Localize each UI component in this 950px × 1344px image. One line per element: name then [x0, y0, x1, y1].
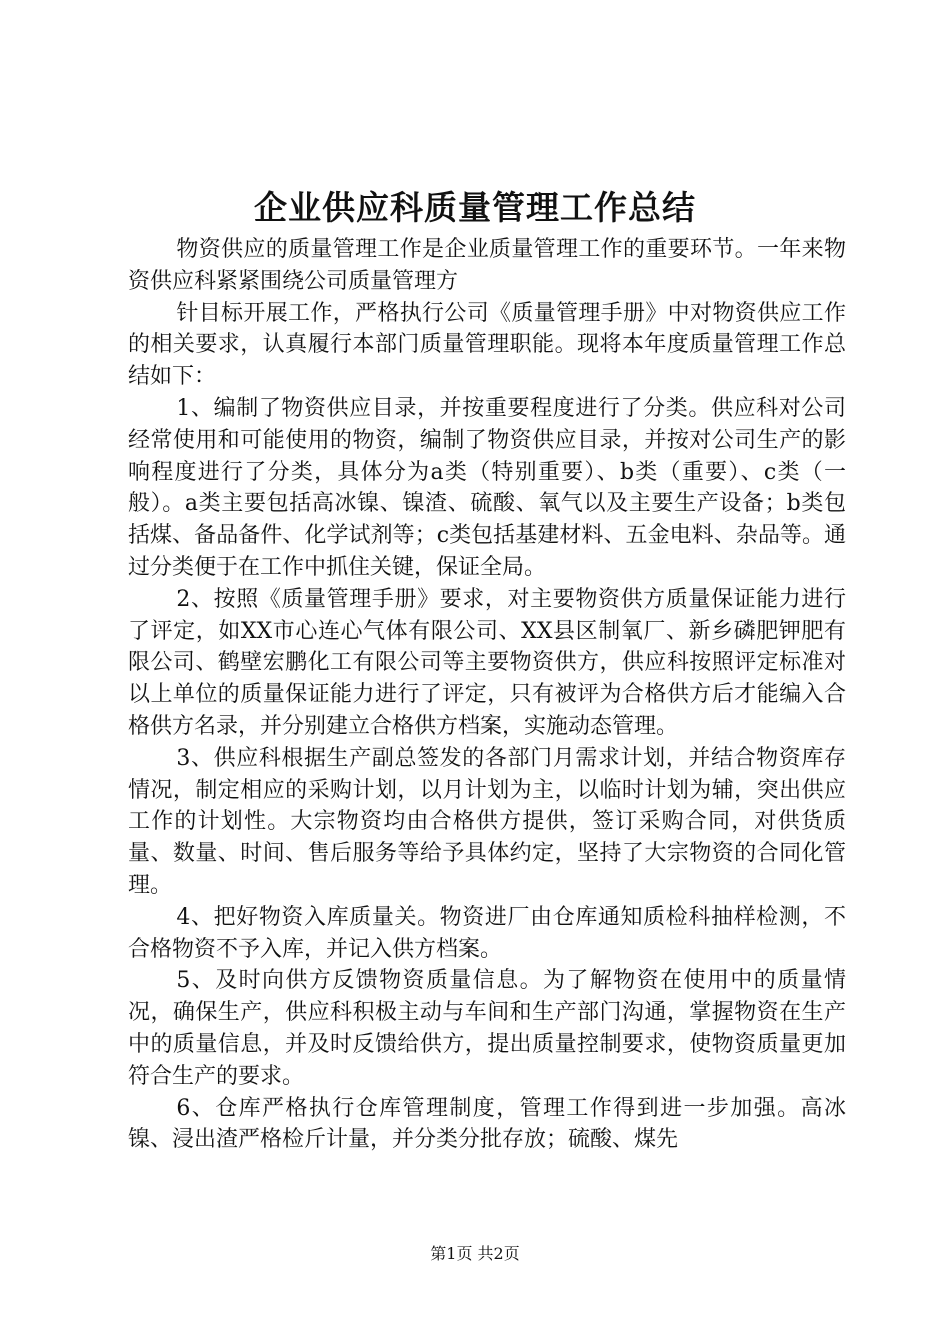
paragraph-intro-continued: 针目标开展工作，严格执行公司《质量管理手册》中对物资供应工作的相关要求，认真履行本部门质量管理职能。现将本年度质量管理工作总结如下：: [128, 300, 846, 390]
paragraph-item-2: 2、按照《质量管理手册》要求，对主要物资供方质量保证能力进行了评定，如XX市心连心气体有限公司、XX县区制氧厂、新乡磷肥钾肥有限公司、鹤壁宏鹏化工有限公司等主要物资供方，供应科按照评定标准对以上单位的质量保证能力进行了评定，只有被评为合格供方后才能编入合格供方名录，并分别建立合格供方档案，实施动态管理。: [128, 586, 846, 739]
paragraph-item-4: 4、把好物资入库质量关。物资进厂由仓库通知质检科抽样检测，不合格物资不予入库，并记入供方档案。: [128, 904, 846, 962]
document-body: [128, 234, 846, 1156]
paragraph-intro: 物资供应的质量管理工作是企业质量管理工作的重要环节。一年来物资供应科紧紧围绕公司质量管理方: [128, 237, 846, 294]
document-title: 企业供应科质量管理工作总结: [254, 188, 696, 227]
paragraph-item-1: 1、编制了物资供应目录，并按重要程度进行了分类。供应科对公司经常使用和可能使用的物资，编制了物资供应目录，并按对公司生产的影响程度进行了分类，具体分为a类（特别重要）、b类（重要）、c类（一般）。a类主要包括高冰镍、镍渣、硫酸、氧气以及主要生产设备；b类包括煤、备品备件、化学试剂等；c类包括基建材料、五金电料、杂品等。通过分类便于在工作中抓住关键，保证全局。: [128, 395, 846, 580]
paragraph-item-6: 6、仓库严格执行仓库管理制度，管理工作得到进一步加强。高冰镍、浸出渣严格检斤计量，并分类分批存放；硫酸、煤先: [128, 1095, 846, 1153]
paragraph-item-5: 5、及时向供方反馈物资质量信息。为了解物资在使用中的质量情况，确保生产，供应科积极主动与车间和生产部门沟通，掌握物资在生产中的质量信息，并及时反馈给供方，提出质量控制要求，使物资质量更加符合生产的要求。: [128, 968, 846, 1089]
paragraph-item-3: 3、供应科根据生产副总签发的各部门月需求计划，并结合物资库存情况，制定相应的采购计划，以月计划为主，以临时计划为辅，突出供应工作的计划性。大宗物资均由合格供方提供，签订采购合同，对供货质量、数量、时间、售后服务等给予具体约定，坚持了大宗物资的合同化管理。: [128, 745, 846, 898]
page-number-footer: 第1页 共2页: [430, 1244, 520, 1263]
